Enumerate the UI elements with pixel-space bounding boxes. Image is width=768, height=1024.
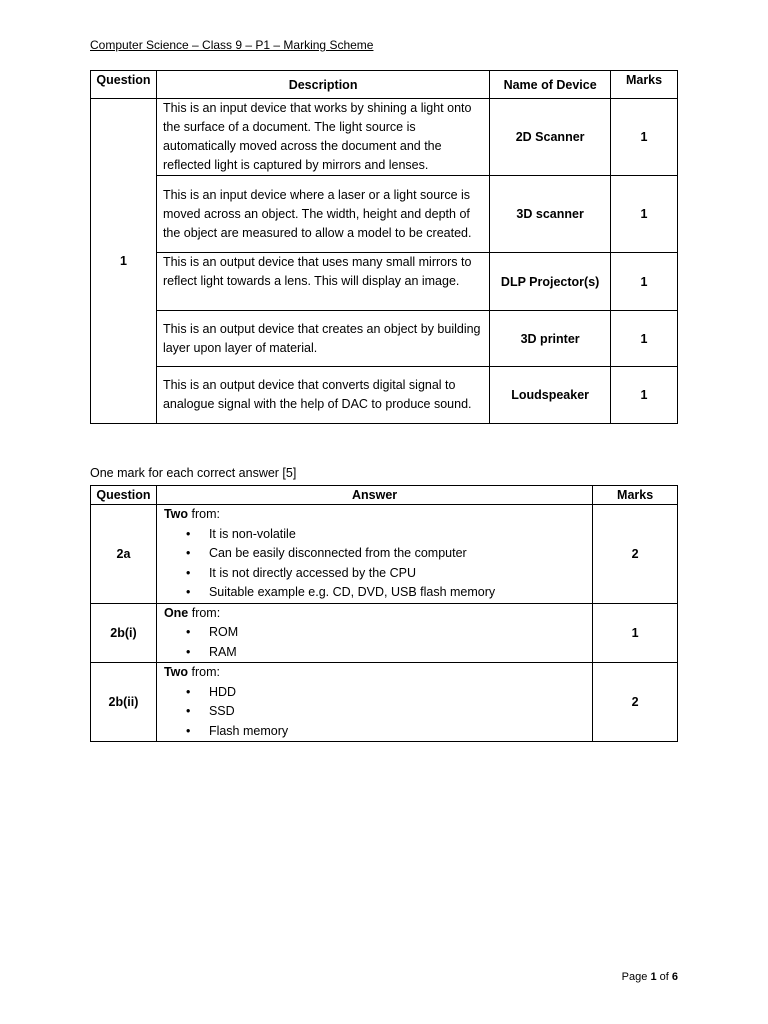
marks-cell: 1 (593, 603, 678, 663)
answer-table (90, 485, 678, 742)
description-cell: This is an input device where a laser or a light source is moved across an object. The width, height and depth of the object are measured to allow a model to be created. (156, 176, 489, 253)
of-word: of (659, 971, 669, 983)
list-item: • Can be easily disconnected from the computer (164, 544, 585, 564)
list-item: • It is not directly accessed by the CPU (164, 564, 585, 584)
answer-list (164, 683, 585, 742)
page-word: Page (621, 971, 648, 983)
marks-cell: 1 (611, 311, 678, 367)
marks-cell: 1 (611, 253, 678, 311)
description-cell: This is an output device that converts digital signal to analogue signal with the help of DAC to produce sound. (156, 367, 489, 424)
page-header: Computer Science – Class 9 – P1 – Marking Scheme (90, 38, 374, 52)
marks-header: Marks (593, 486, 678, 505)
table-row (91, 311, 678, 367)
answer-cell (156, 603, 592, 663)
list-item: • SSD (164, 702, 585, 722)
list-item: • HDD (164, 683, 585, 703)
answer-lead: Two from: (163, 665, 220, 679)
marks-cell: 1 (611, 99, 678, 176)
table-row (91, 603, 678, 663)
marks-cell: 1 (611, 176, 678, 253)
table-row (91, 505, 678, 604)
list-item: • Suitable example e.g. CD, DVD, USB flash memory (164, 583, 585, 603)
marks-cell: 2 (593, 505, 678, 604)
table-row (91, 176, 678, 253)
device-cell: 2D Scanner (490, 99, 611, 176)
question-number: 2b(ii) (91, 663, 157, 742)
marks-header: Marks (611, 71, 678, 99)
device-header: Name of Device (490, 71, 611, 99)
answer-header: Answer (156, 486, 592, 505)
list-item: • It is non-volatile (164, 525, 585, 545)
description-cell: This is an output device that creates an object by building layer upon layer of material. (156, 311, 489, 367)
question-header: Question (91, 486, 157, 505)
device-table (90, 70, 678, 424)
page-total: 6 (671, 971, 678, 983)
answer-list (164, 525, 585, 603)
list-item: • Flash memory (164, 722, 585, 742)
page-footer (622, 971, 678, 983)
answer-lead: Two from: (163, 507, 220, 521)
answer-cell (156, 663, 592, 742)
device-cell: 3D printer (490, 311, 611, 367)
description-cell: This is an input device that works by shining a light onto the surface of a document. The light source is automatically moved across the document and the reflected light is captured by mirrors and lenses. (156, 99, 489, 176)
list-item: • RAM (164, 643, 585, 663)
device-cell: 3D scanner (490, 176, 611, 253)
table-row (91, 663, 678, 742)
description-cell: This is an output device that uses many small mirrors to reflect light towards a lens. This will display an image. (156, 253, 489, 311)
answer-cell (156, 505, 592, 604)
device-table-header-row (91, 71, 678, 99)
answer-list (164, 623, 585, 662)
table-row (91, 367, 678, 424)
question-number: 2a (91, 505, 157, 604)
question-number: 2b(i) (91, 603, 157, 663)
question-number: 1 (91, 99, 157, 424)
question-header: Question (91, 71, 157, 99)
marks-cell: 2 (593, 663, 678, 742)
list-item: • ROM (164, 623, 585, 643)
device-cell: DLP Projector(s) (490, 253, 611, 311)
marks-cell: 1 (611, 367, 678, 424)
answer-lead: One from: (163, 605, 221, 620)
table-row (91, 99, 678, 176)
answer-table-header-row (91, 486, 678, 505)
marking-note: One mark for each correct answer [5] (90, 466, 297, 480)
table-row (91, 253, 678, 311)
page-number: 1 (650, 971, 657, 983)
device-cell: Loudspeaker (490, 367, 611, 424)
description-header: Description (156, 71, 489, 99)
